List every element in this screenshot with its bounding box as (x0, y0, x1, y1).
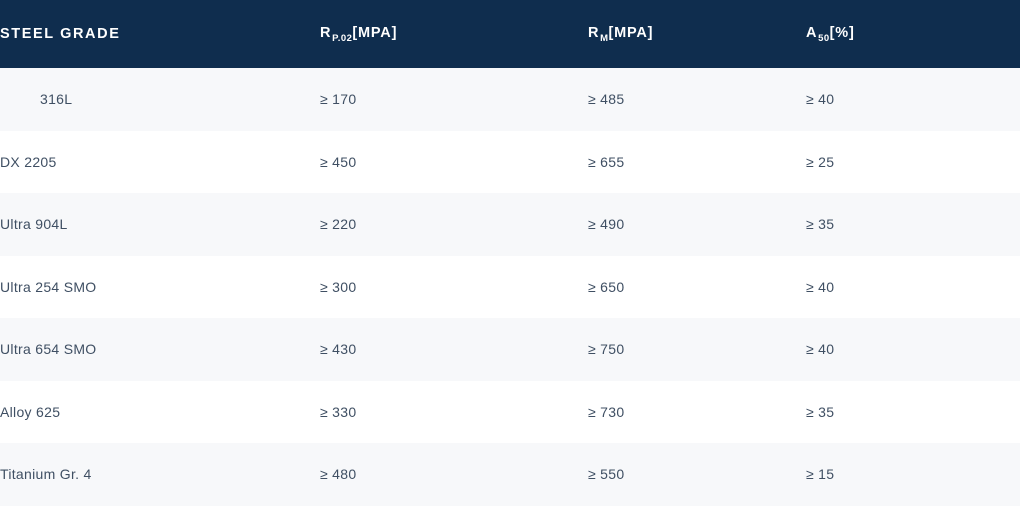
rp02-symbol: R (320, 24, 333, 41)
table-row (0, 318, 1020, 381)
cell-rp02: ≥ 450 (320, 153, 357, 170)
table-row (0, 256, 1020, 319)
cell-steel-grade: DX 2205 (0, 153, 57, 170)
cell-a50: ≥ 25 (806, 153, 835, 170)
cell-rp02: ≥ 330 (320, 403, 357, 420)
cell-rm: ≥ 730 (588, 403, 625, 420)
cell-a50: ≥ 40 (806, 278, 835, 295)
cell-rm: ≥ 650 (588, 278, 625, 295)
cell-steel-grade: Alloy 625 (0, 403, 61, 420)
rm-unit: [MPA] (608, 24, 654, 41)
column-header-rp02 (320, 0, 588, 68)
table-header (0, 0, 1020, 68)
cell-rm: ≥ 655 (588, 153, 625, 170)
table-header-row (0, 0, 1020, 68)
cell-rm: ≥ 490 (588, 216, 625, 233)
column-header-rm-label (588, 25, 653, 44)
column-header-steel-grade-label: STEEL GRADE (0, 26, 121, 42)
table-body (0, 68, 1020, 506)
column-header-a50 (806, 0, 1020, 68)
cell-rm: ≥ 485 (588, 91, 625, 108)
rm-symbol: R (588, 24, 601, 41)
cell-steel-grade: Ultra 654 SMO (0, 341, 97, 358)
cell-rm: ≥ 550 (588, 466, 625, 483)
cell-steel-grade: 316L (40, 91, 73, 108)
cell-a50: ≥ 40 (806, 341, 835, 358)
cell-rp02: ≥ 300 (320, 278, 357, 295)
cell-steel-grade: Ultra 254 SMO (0, 278, 97, 295)
table-row (0, 381, 1020, 444)
cell-rp02: ≥ 170 (320, 91, 357, 108)
cell-a50: ≥ 40 (806, 91, 835, 108)
column-header-steel-grade (0, 0, 320, 68)
rp02-unit: [MPA] (352, 24, 398, 41)
cell-rm: ≥ 750 (588, 341, 625, 358)
column-header-rp02-label (320, 25, 397, 44)
a50-subscript: 50 (818, 32, 830, 44)
cell-a50: ≥ 35 (806, 216, 835, 233)
a50-unit: [%] (829, 24, 855, 41)
cell-rp02: ≥ 480 (320, 466, 357, 483)
rp02-subscript: P.02 (332, 32, 353, 44)
column-header-a50-label (806, 25, 855, 44)
table-row (0, 193, 1020, 256)
rm-subscript: M (600, 32, 609, 44)
table-row (0, 68, 1020, 131)
a50-symbol: A (806, 24, 819, 41)
cell-steel-grade: Titanium Gr. 4 (0, 466, 92, 483)
cell-a50: ≥ 15 (806, 466, 835, 483)
cell-a50: ≥ 35 (806, 403, 835, 420)
column-header-rm (588, 0, 806, 68)
cell-rp02: ≥ 220 (320, 216, 357, 233)
cell-steel-grade: Ultra 904L (0, 216, 68, 233)
table-row (0, 131, 1020, 194)
table-row (0, 443, 1020, 506)
cell-rp02: ≥ 430 (320, 341, 357, 358)
